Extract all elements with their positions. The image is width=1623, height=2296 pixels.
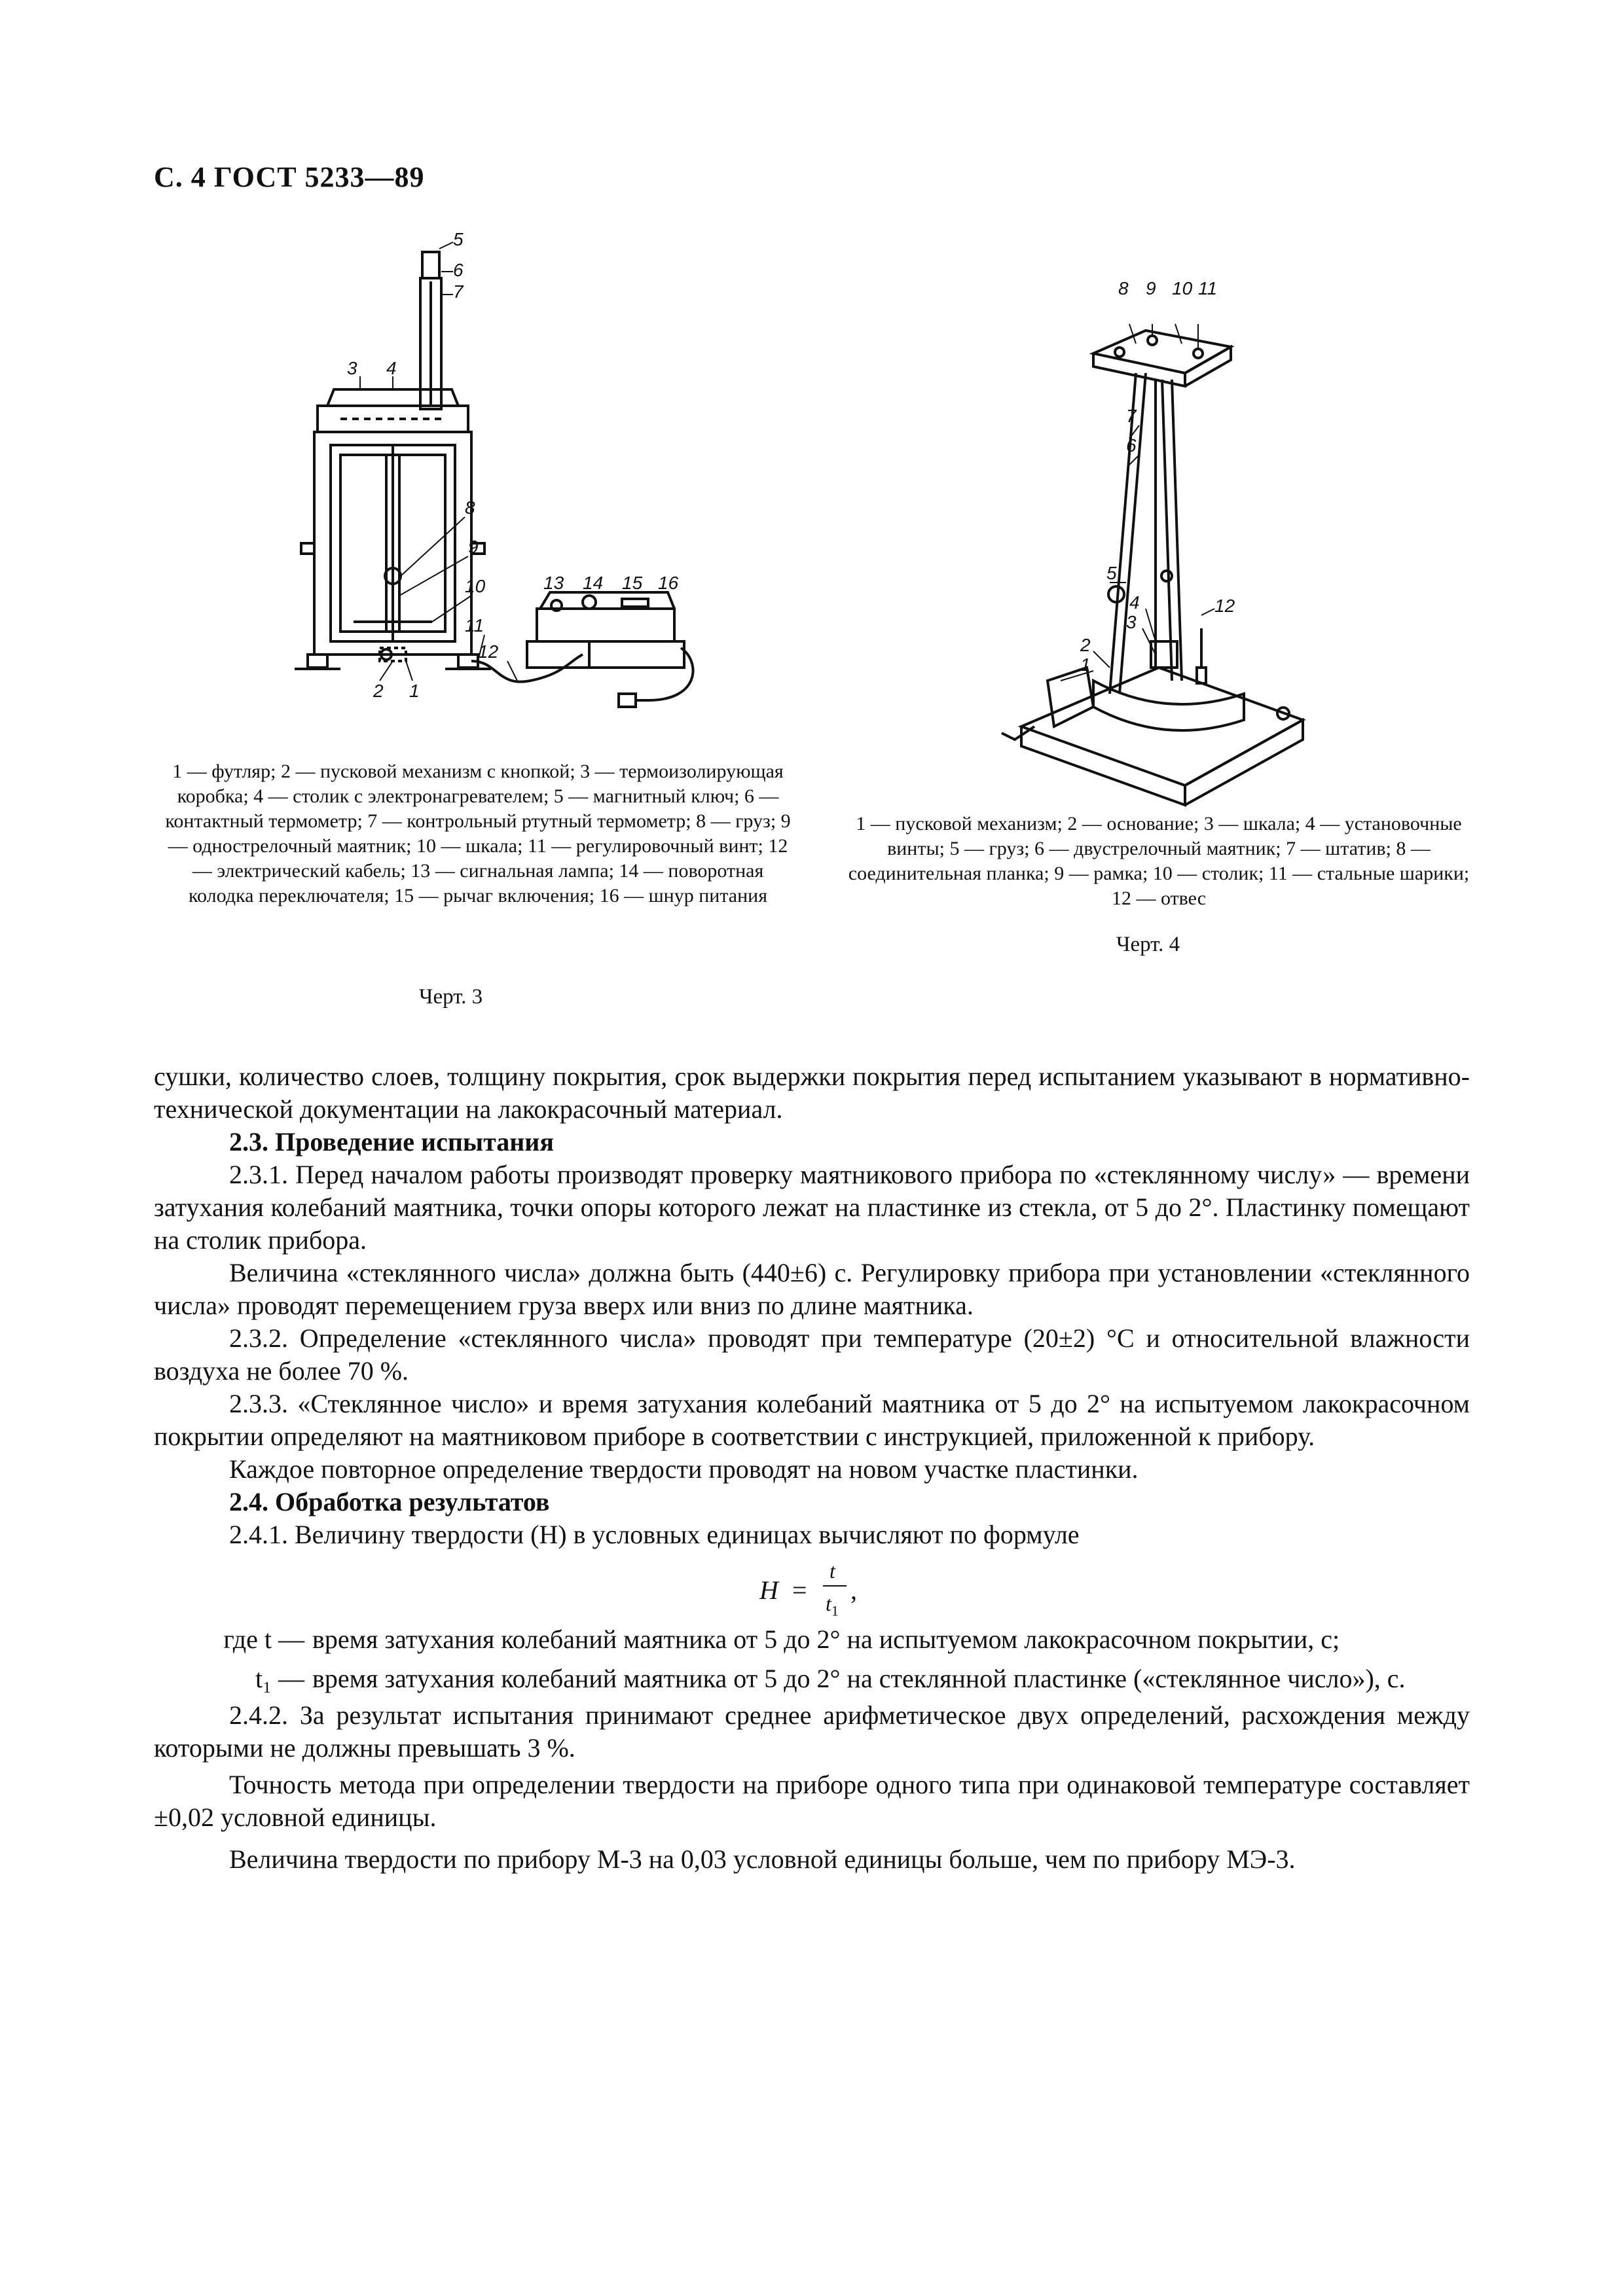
svg-text:10: 10 <box>1172 278 1193 298</box>
figure-4-title: Черт. 4 <box>1116 933 1180 956</box>
svg-text:6: 6 <box>453 260 464 280</box>
svg-text:13: 13 <box>543 573 564 593</box>
definition-text: время затухания колебаний маятника от 5 до 2° на стеклянной пластинке («стеклянное число»), с. <box>312 1664 1406 1693</box>
svg-text:5: 5 <box>453 229 464 249</box>
svg-text:14: 14 <box>583 573 604 593</box>
svg-text:1: 1 <box>409 681 420 701</box>
paragraph: Каждое повторное определение твердости проводят на новом участке пластинки. <box>229 1454 1139 1484</box>
svg-text:3: 3 <box>1126 612 1137 632</box>
svg-text:11: 11 <box>465 615 484 636</box>
svg-text:7: 7 <box>453 281 464 302</box>
svg-text:6: 6 <box>1126 435 1137 456</box>
figure-4-drawing <box>995 275 1336 812</box>
svg-text:15: 15 <box>622 573 643 593</box>
formula-denominator: $t_1$ <box>826 1592 839 1619</box>
figure-4-caption: 1 — пусковой механизм; 2 — основание; 3 — шкала; 4 — установочные винты; 5 — груз; 6 — двустрелочный маятник; 7 — штатив; 8 — соединительная планка; 9 — рамка; 10 — столик; 11 — стальные шарики; 12 — отвес <box>848 813 1470 909</box>
svg-text:1: 1 <box>1080 655 1091 675</box>
paragraph: 2.3.1. Перед началом работы производят проверку маятникового прибора по «стеклянному числу» — времени затухания колебаний маятника, точки опоры которого лежат на пластинке из стекла, от 5 до 2°. Пластинку помещают на столик прибора. <box>154 1160 1470 1255</box>
svg-text:9: 9 <box>468 537 479 557</box>
svg-text:4: 4 <box>386 358 397 378</box>
svg-text:3: 3 <box>347 358 357 378</box>
formula-numerator: t <box>830 1559 835 1583</box>
fraction-bar <box>823 1585 847 1587</box>
body-text <box>154 1060 1470 1876</box>
formula-eq: = <box>792 1575 807 1605</box>
svg-text:11: 11 <box>1198 278 1218 298</box>
paragraph: 2.3.2. Определение «стеклянного числа» проводят при температуре (20±2) °С и относительной влажности воздуха не более 70 %. <box>154 1323 1470 1386</box>
svg-text:7: 7 <box>1126 406 1137 426</box>
page-header: С. 4 ГОСТ 5233—89 <box>154 161 425 193</box>
paragraph: Величина «стеклянного числа» должна быть (440±6) с. Регулировку прибора при установлении «стеклянного числа» проводят перемещением груза вверх или вниз по длине маятника. <box>154 1258 1470 1320</box>
formula-lhs: H <box>759 1575 778 1605</box>
definition-symbol: t₁ — <box>255 1664 304 1693</box>
formula-comma: , <box>850 1575 857 1605</box>
definition-t1 <box>154 1662 1470 1695</box>
svg-text:12: 12 <box>1214 596 1235 616</box>
definition-symbol: где t — <box>223 1624 304 1654</box>
hardness-formula <box>154 1551 1470 1623</box>
svg-text:16: 16 <box>658 573 679 593</box>
figure-3-title: Черт. 3 <box>419 985 483 1009</box>
svg-text:10: 10 <box>465 576 486 596</box>
paragraph: 2.4.2. За результат испытания принимают среднее арифметическое двух определений, расхождения между которыми не должны превышать 3 %. <box>154 1700 1470 1763</box>
definition-text: время затухания колебаний маятника от 5 до 2° на испытуемом лакокрасочном покрытии, с; <box>312 1624 1340 1654</box>
svg-text:2: 2 <box>373 681 384 701</box>
paragraph: сушки, количество слоев, толщину покрытия, срок выдержки покрытия перед испытанием указывают в нормативно-технической документации на лакокрасочный материал. <box>154 1062 1470 1124</box>
svg-text:12: 12 <box>478 641 499 662</box>
paragraph: 2.3.3. «Стеклянное число» и время затухания колебаний маятника от 5 до 2° на испытуемом лакокрасочном покрытии определяют на маятниковом приборе в соответствии с инструкцией, приложенной к прибору. <box>154 1389 1470 1451</box>
svg-text:2: 2 <box>1080 635 1091 655</box>
paragraph: 2.4.1. Величину твердости (Н) в условных единицах вычисляют по формуле <box>229 1520 1080 1549</box>
paragraph: Величина твердости по прибору М-3 на 0,03 условной единицы больше, чем по прибору МЭ-3. <box>229 1844 1296 1874</box>
section-heading-2-4: 2.4. Обработка результатов <box>229 1487 550 1516</box>
figure-3-caption: 1 — футляр; 2 — пусковой механизм с кнопкой; 3 — термоизолирующая коробка; 4 — столик с электронагревателем; 5 — магнитный ключ; 6 — контактный термометр; 7 — контрольный ртутный термометр; 8 — груз; 9 — однострелочный маятник; 10 — шкала; 11 — регулировочный винт; 12 — электрический кабель; 13 — сигнальная лампа; 14 — поворотная колодка переключателя; 15 — рычаг включения; 16 — шнур питания <box>165 761 791 906</box>
figure-3-drawing <box>282 229 727 713</box>
section-heading-2-3: 2.3. Проведение испытания <box>229 1127 554 1157</box>
svg-text:5: 5 <box>1106 563 1117 583</box>
svg-text:4: 4 <box>1129 592 1140 613</box>
svg-text:9: 9 <box>1146 278 1156 298</box>
definition-t <box>154 1623 1470 1656</box>
svg-text:8: 8 <box>1118 278 1129 298</box>
paragraph: Точность метода при определении твердости на приборе одного типа при одинаковой температуре составляет ±0,02 условной единицы. <box>154 1770 1470 1832</box>
svg-text:8: 8 <box>465 497 475 518</box>
